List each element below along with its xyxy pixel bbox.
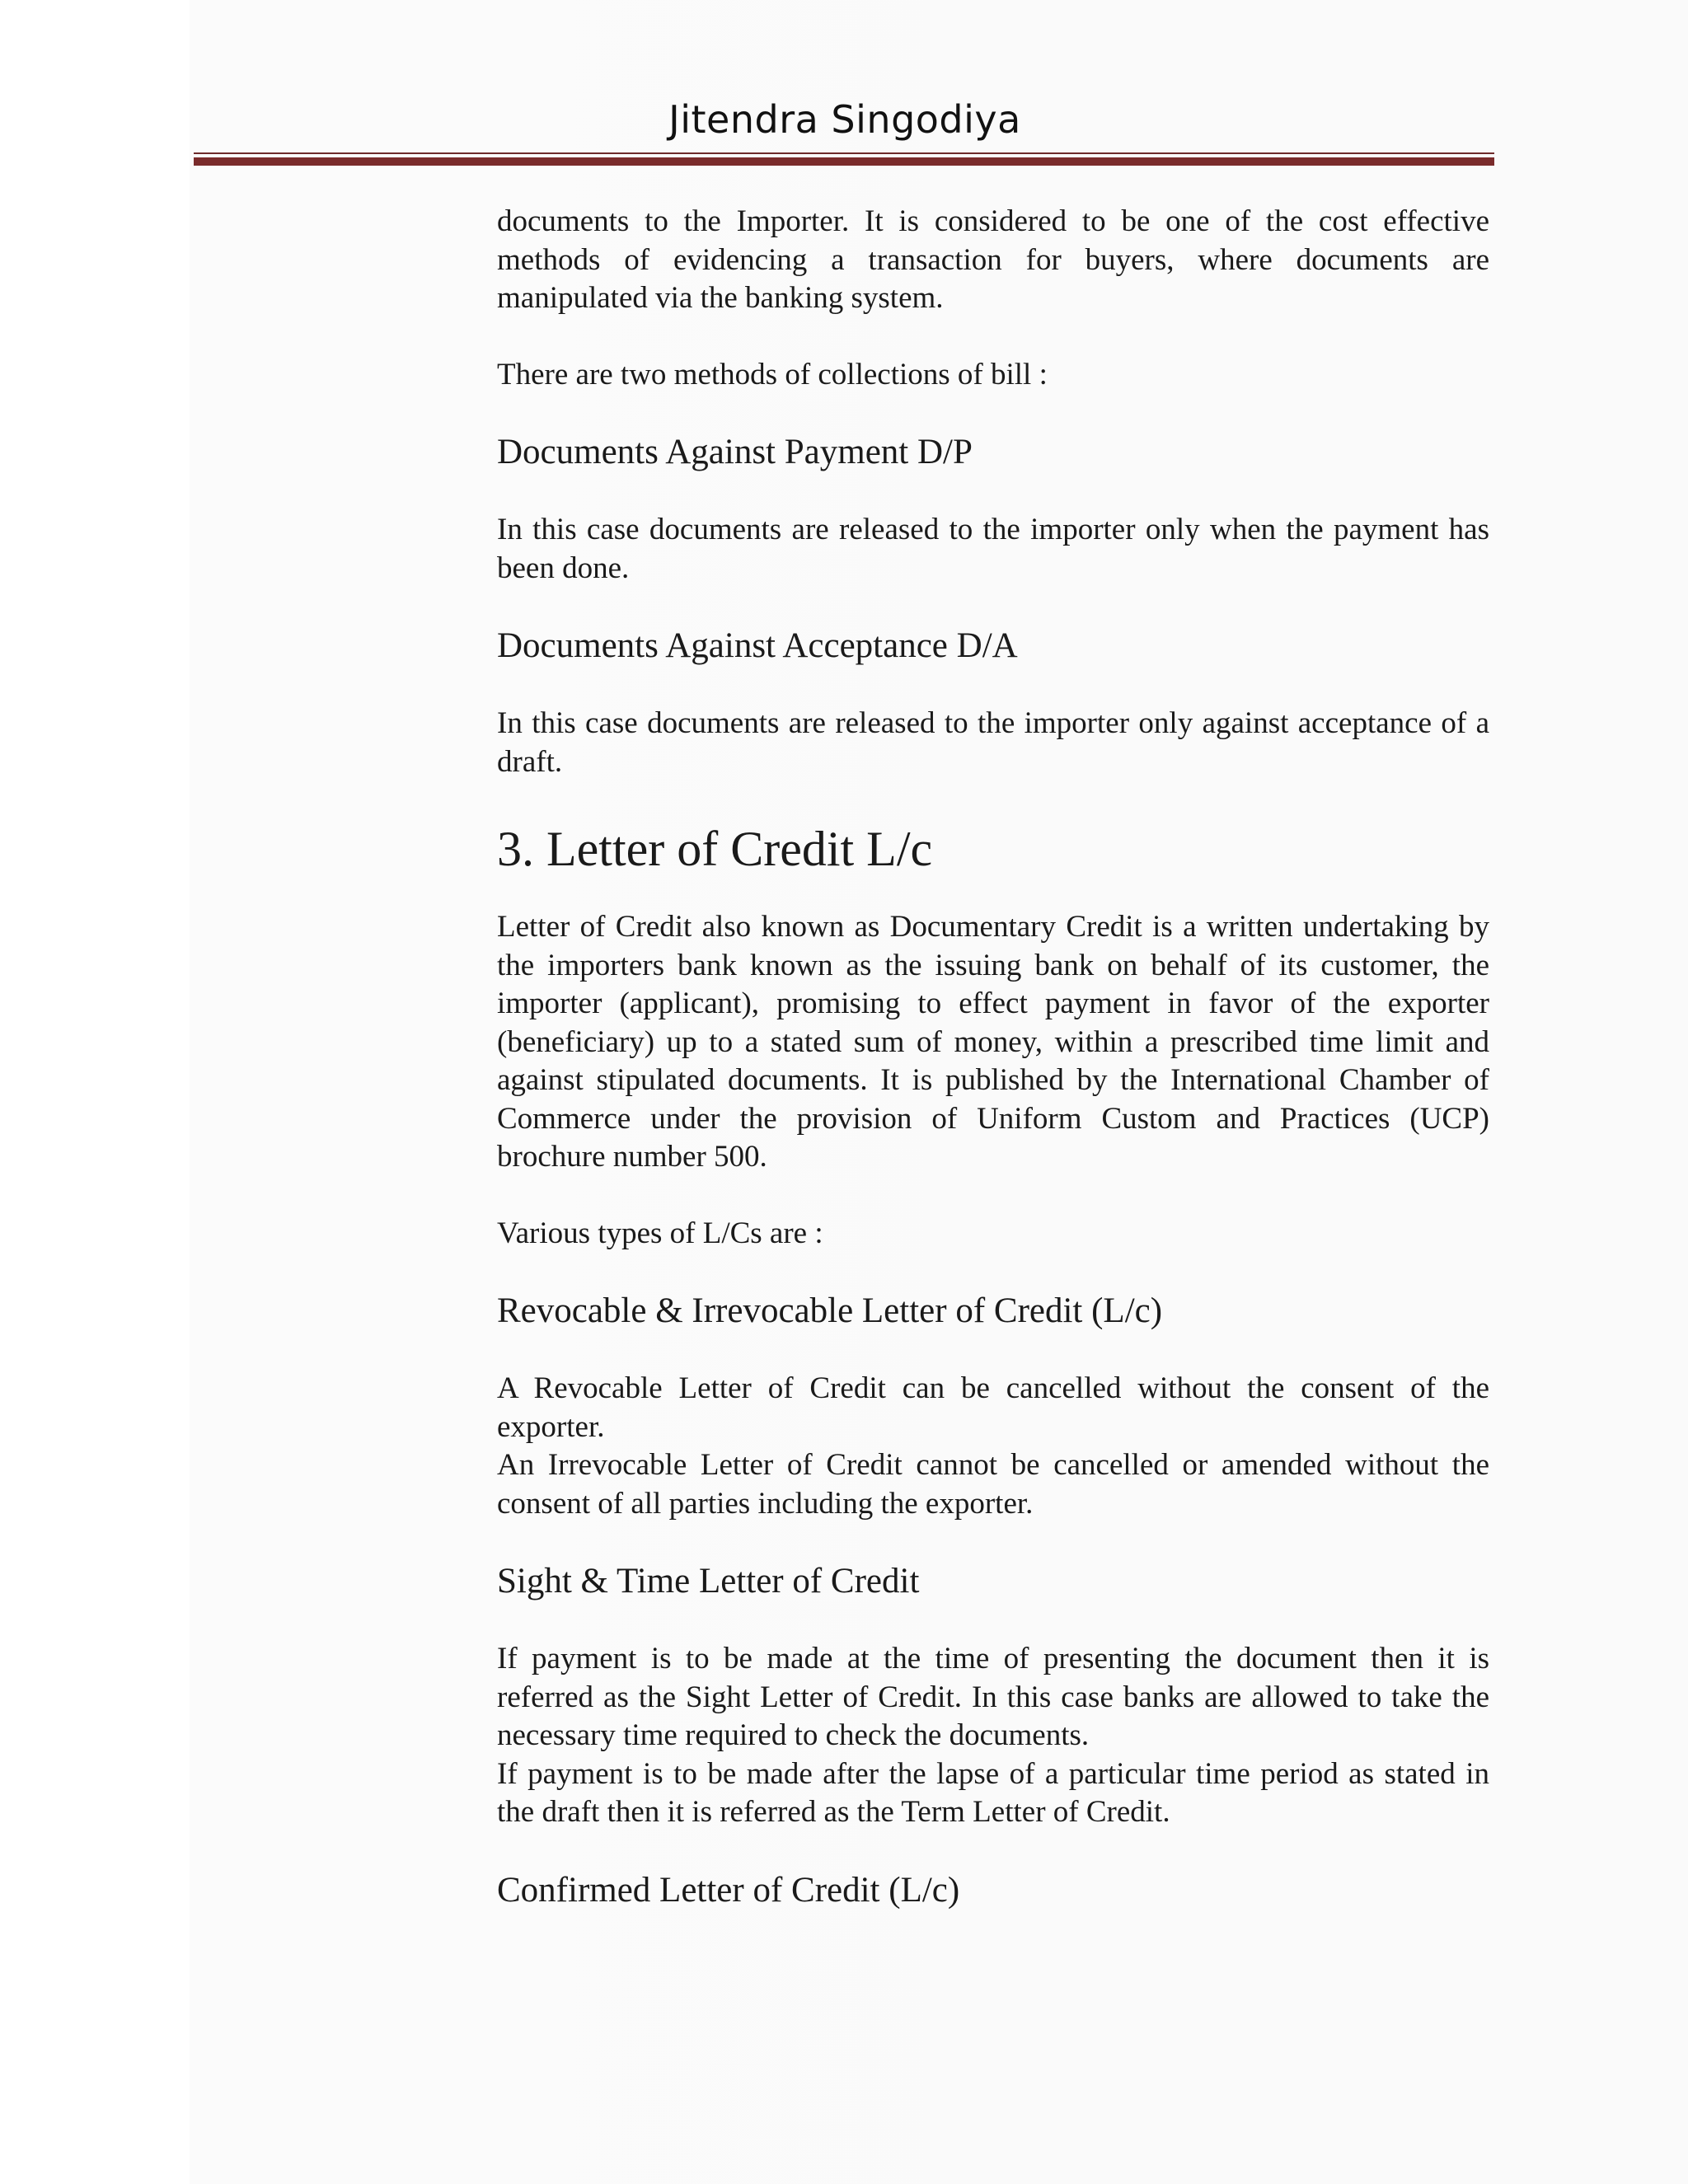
heading-revocable-irrevocable: Revocable & Irrevocable Letter of Credit (L/c) (497, 1291, 1163, 1330)
document-body (497, 203, 1489, 1911)
intro-paragraph: documents to the Importer. It is considered to be one of the cost effective methods of evidencing a transaction for buyers, where documents are manipulated via the banking system. (497, 204, 1489, 315)
paragraph-revocable: A Revocable Letter of Credit can be cancelled without the consent of the exporter. (497, 1371, 1489, 1444)
heading-confirmed-letter: Confirmed Letter of Credit (L/c) (497, 1870, 960, 1910)
paragraph-documents-against-acceptance: In this case documents are released to the importer only against acceptance of a draft. (497, 706, 1489, 779)
paragraph-sight-letter: If payment is to be made at the time of presenting the document then it is referred as the Sight Letter of Credit. In this case banks are allowed to take the necessary time required to check the documents. (497, 1642, 1489, 1752)
paragraph-irrevocable: An Irrevocable Letter of Credit cannot be cancelled or amended without the consent of all parties including the exporter. (497, 1448, 1489, 1521)
paragraph-documents-against-payment: In this case documents are released to the importer only when the payment has been done. (497, 513, 1489, 585)
lc-types-intro: Various types of L/Cs are : (497, 1216, 823, 1250)
heading-documents-against-acceptance: Documents Against Acceptance D/A (497, 626, 1018, 665)
heading-sight-time: Sight & Time Letter of Credit (497, 1562, 920, 1601)
header-rule-thick (194, 157, 1494, 166)
paragraph-letter-of-credit: Letter of Credit also known as Documentary Credit is a written undertaking by the importers bank known as the issuing bank on behalf of its customer, the importer (applicant), promising to effect payment in favor of the exporter (beneficiary) up to a stated sum of money, within a prescribed time limit and against stipulated documents. It is published by the International Chamber of Commerce under the provision of Uniform Custom and Practices (UCP) brochure number 500. (497, 910, 1489, 1174)
section-heading-letter-of-credit: 3. Letter of Credit L/c (497, 822, 933, 876)
collection-methods-intro: There are two methods of collections of bill : (497, 357, 1048, 391)
page-header-author: Jitendra Singodiya (668, 97, 1021, 142)
heading-documents-against-payment: Documents Against Payment D/P (497, 433, 973, 471)
paragraph-term-letter: If payment is to be made after the lapse of a particular time period as stated in the draft then it is referred as the Term Letter of Credit. (497, 1756, 1489, 1829)
header-rule-thin (194, 152, 1494, 154)
